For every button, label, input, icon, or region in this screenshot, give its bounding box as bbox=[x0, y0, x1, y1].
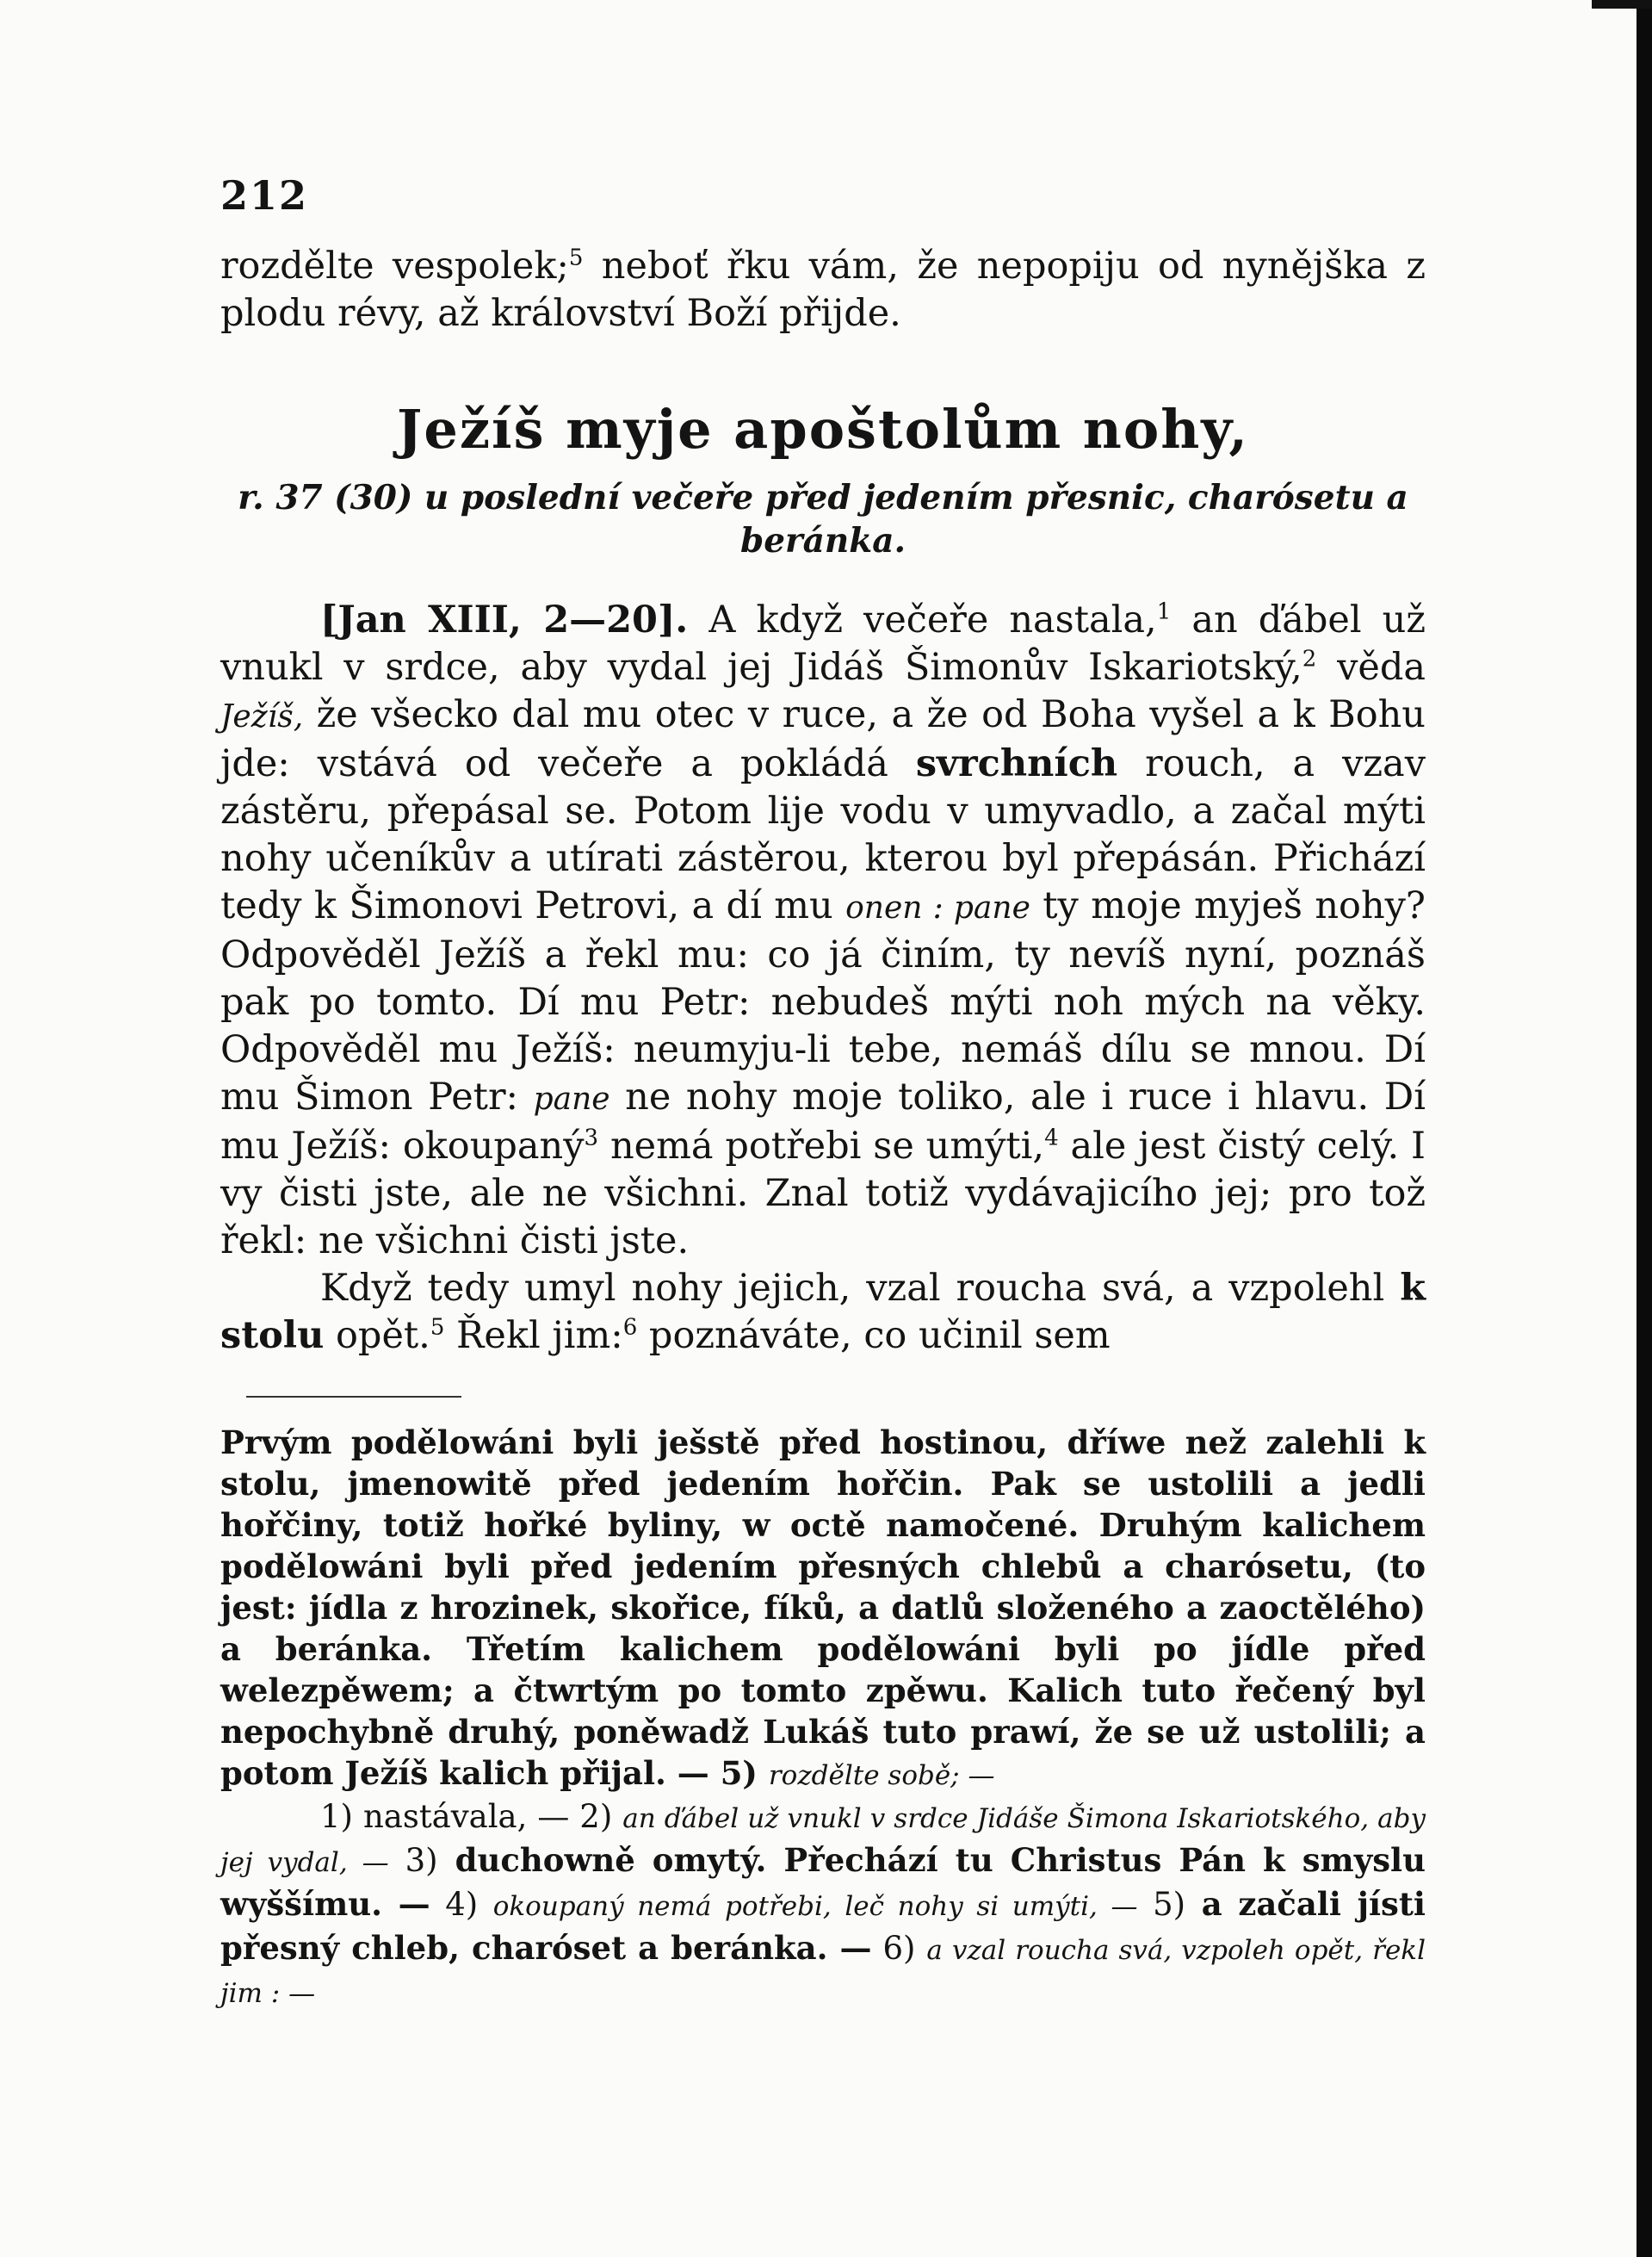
footnote-notes bbox=[220, 1796, 1426, 2014]
note-ref-4: 4 bbox=[1044, 1125, 1059, 1151]
p1-text-7: ne nohy moje toliko, ale i ruce i hlavu. Dí mu Ježíš: okoupaný bbox=[220, 1076, 1426, 1168]
note-5-text: a začali jísti přesný chleb, charóset a beránka. — bbox=[220, 1885, 1426, 1967]
p2-text-3: Řekl jim: bbox=[444, 1314, 623, 1357]
footnote-main-tail: rozdělte sobě; — bbox=[768, 1760, 995, 1791]
scripture-reference: [Jan XIII, 2—20]. bbox=[320, 598, 689, 642]
note-4-label: 4) bbox=[445, 1886, 479, 1923]
page-number: 212 bbox=[220, 172, 309, 219]
section-subheading: r. 37 (30) u poslední večeře před jedením přesnic, charósetu a beránka. bbox=[238, 478, 1408, 561]
note-1-text: nastávala, — bbox=[352, 1798, 580, 1835]
p1-italic-onen-pane: onen : pane bbox=[845, 890, 1030, 926]
note-3-label: 3) bbox=[405, 1842, 438, 1879]
note-2-label: 2) bbox=[579, 1798, 613, 1835]
note-ref-5b: 5 bbox=[430, 1314, 445, 1341]
scan-edge-shadow bbox=[1637, 0, 1652, 2257]
p1-text-2: an ďábel už vnukl v srdce, aby vydal jej Jidáš Šimonův Iskariotský, bbox=[220, 598, 1426, 689]
p1-text-4: že všecko dal mu otec v ruce, a že od Boha vyšel a k Bohu jde: vstává od večeře a pokládá bbox=[220, 693, 1426, 785]
footnote-main-text: Prvým podělowáni byli ješstě před hostinou, dříwe než zalehli k stolu, jmenowitě před jedením hořčin. Pak se ustolili a jedli hořčiny, totiž hořké byliny, w octě namočené. Druhým kalichem podělowáni byli před jedením přesných chlebů a charósetu, (to jest: jídla z hrozinek, skořice, fíků, a datlů složeného a zaoctělého) a beránka. Třetím kalichem podělowáni byli po jídle před welezpěwem; a čtwrtým po tomto zpěwu. Kalich tuto řečený byl nepochybně druhý, poněwadž Lukáš tuto prawí, že se už ustolili; a potom Ježíš kalich přijal. — 5) bbox=[220, 1423, 1426, 1792]
p1-italic-jezis: Ježíš, bbox=[220, 699, 304, 735]
note-6-label: 6) bbox=[882, 1930, 916, 1967]
p2-text-1: Když tedy umyl nohy jejich, vzal roucha svá, a vzpolehl bbox=[320, 1267, 1401, 1310]
p2-text-2: opět. bbox=[324, 1314, 430, 1357]
p2-text-4: poznáváte, co učinil sem bbox=[637, 1314, 1111, 1357]
note-4-text: okoupaný nemá potřebi, leč nohy si umýti, — bbox=[492, 1891, 1138, 1922]
note-ref-2: 2 bbox=[1302, 646, 1317, 673]
note-6-text: a vzal roucha svá, vzpoleh opět, řekl jim : — bbox=[220, 1935, 1426, 2009]
p1-text-9: ale jest čistý celý. I vy čisti jste, ale ne všichni. Znal totiž vydávajicího jej; pro tož řekl: ne všichni čisti jste. bbox=[220, 1125, 1426, 1262]
note-ref-3: 3 bbox=[584, 1125, 599, 1151]
paragraph-2 bbox=[220, 1265, 1426, 1360]
note-ref-1: 1 bbox=[1156, 598, 1172, 625]
p1-text-1: A když večeře nastala, bbox=[688, 598, 1157, 642]
footnote-main bbox=[220, 1422, 1426, 1796]
note-2-text: an ďábel už vnukl v srdce Jidáše Šimona Iskariotského, aby jej vydal, — bbox=[220, 1803, 1426, 1878]
section-heading: Ježíš myje apoštolům nohy, bbox=[397, 398, 1249, 461]
p1-text-8: nemá potřebi se umýti, bbox=[598, 1125, 1045, 1168]
footnote-divider bbox=[246, 1396, 461, 1398]
page-content bbox=[220, 172, 1426, 2014]
note-1-label: 1) bbox=[320, 1798, 353, 1835]
p1-blackletter-svrchnich: svrchních bbox=[915, 742, 1118, 785]
p1-text-3: věda bbox=[1316, 646, 1426, 689]
note-ref-6: 6 bbox=[622, 1314, 638, 1341]
opening-text-2: neboť řku vám, že nepopiju od nynějška z plodu révy, až království Boží přijde. bbox=[220, 245, 1426, 335]
p1-text-6: ty moje myješ nohy? Odpověděl Ježíš a řekl mu: co já činím, ty nevíš nyní, poznáš pak po tomto. Dí mu Petr: nebudeš mýti noh mých na věky. Odpověděl mu Ježíš: neumyju-li tebe, nemáš dílu se mnou. Dí mu Šimon Petr: bbox=[220, 884, 1426, 1119]
opening-paragraph bbox=[220, 243, 1426, 338]
paragraph-1 bbox=[220, 597, 1426, 1265]
note-3-text: duchowně omytý. Přechází tu Christus Pán k smyslu wyššímu. — bbox=[220, 1841, 1426, 1923]
note-5-label: 5) bbox=[1153, 1886, 1186, 1923]
opening-text-1: rozdělte vespolek; bbox=[220, 245, 569, 288]
scan-edge-corner bbox=[1592, 0, 1652, 9]
note-ref-5: 5 bbox=[568, 245, 584, 271]
p2-blackletter-k-stolu: k stolu bbox=[220, 1267, 1426, 1357]
p1-text-5: rouch, a vzav zástěru, přepásal se. Potom lije vodu v umyvadlo, a začal mýti nohy učeníkův a utírati zástěrou, kterou byl přepásán. Přichází tedy k Šimonovi Petrovi, a dí mu bbox=[220, 742, 1426, 927]
p1-italic-pane: pane bbox=[533, 1082, 610, 1117]
